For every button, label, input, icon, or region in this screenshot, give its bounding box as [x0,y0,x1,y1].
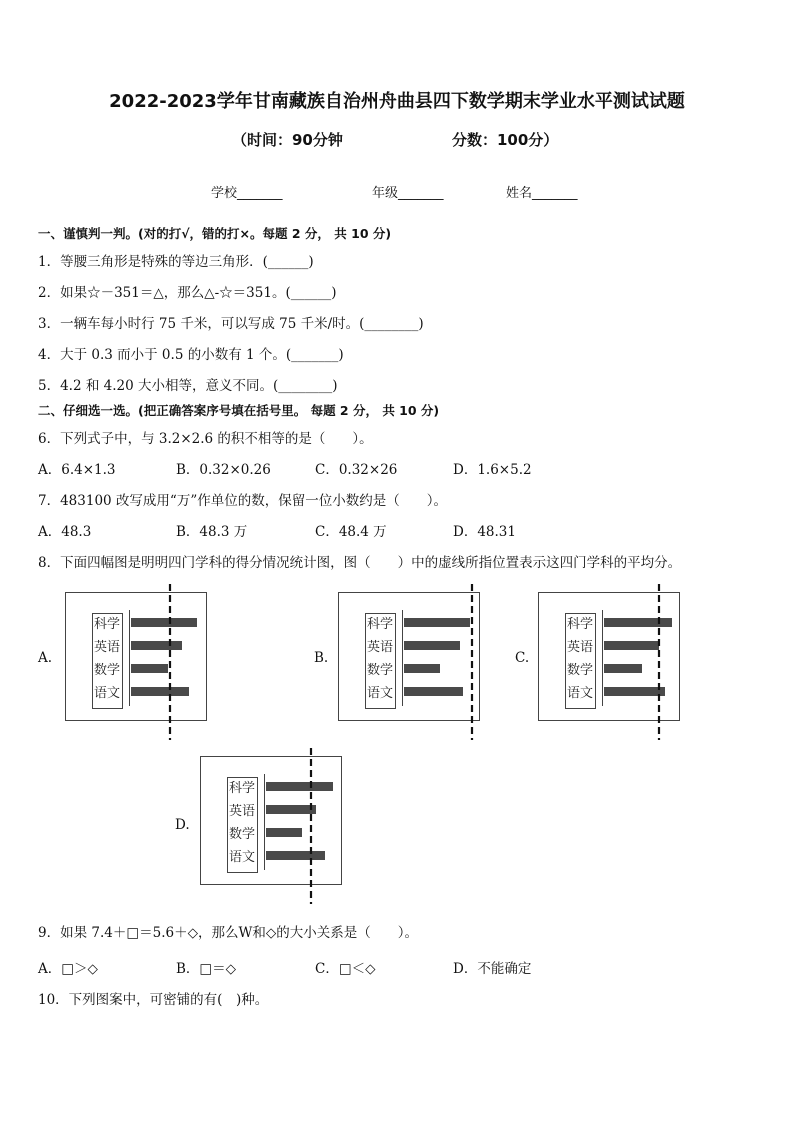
score-bar [131,641,182,650]
chart-a [65,584,225,742]
q7-option-c[interactable]: C．48.4 万 [315,524,387,540]
question-6: 6．下列式子中，与 3.2×2.6 的积不相等的是（ ）。 [38,431,373,447]
question-7: 7．483100 改写成用“万”作单位的数，保留一位小数约是（ ）。 [38,493,447,509]
grade-field[interactable]: 年级_______ [372,186,444,201]
q8-letter-b[interactable]: B. [314,650,329,666]
chart-c [538,584,698,742]
question-9: 9．如果 7.4＋□＝5.6＋◇，那么W和◇的大小关系是（ ）。 [38,925,418,941]
subject-label: 数学 [229,827,256,842]
score-bar [604,618,672,627]
subject-label: 英语 [367,640,394,655]
score-bar [404,687,463,696]
score-bar [404,664,440,673]
question-8: 8．下面四幅图是明明四门学科的得分情况统计图，图（ ）中的虚线所指位置表示这四门学科的平均分。 [38,555,682,571]
chart-svg [65,584,225,742]
score-bar [266,805,316,814]
chart-d [200,748,360,906]
q7-option-d[interactable]: D．48.31 [453,524,516,540]
chart-svg [200,748,360,906]
exam-score: 分数：100分） [452,131,559,149]
q6-option-b[interactable]: B．0.32×0.26 [176,462,271,478]
score-bar [404,641,460,650]
q6-option-c[interactable]: C．0.32×26 [315,462,398,478]
q6-option-d[interactable]: D．1.6×5.2 [453,462,532,478]
subject-label: 英语 [94,640,121,655]
score-bar [604,641,659,650]
q8-letter-d[interactable]: D. [175,817,190,833]
question-1: 1．等腰三角形是特殊的等边三角形．(______) [38,254,314,270]
score-bar [131,618,197,627]
score-bar [404,618,470,627]
chart-b [338,584,498,742]
subject-label: 数学 [567,663,594,678]
question-10: 10．下列图案中，可密铺的有( )种。 [38,992,269,1008]
subject-label: 科学 [229,781,256,796]
q9-option-c[interactable]: C．□＜◇ [315,961,376,977]
score-bar [131,664,168,673]
chart-frame [66,593,207,721]
page-title: 2022-2023学年甘南藏族自治州舟曲县四下数学期末学业水平测试试题 [109,91,685,112]
subject-label: 科学 [367,617,394,632]
q7-option-a[interactable]: A．48.3 [38,524,92,540]
q9-option-a[interactable]: A．□＞◇ [38,961,98,977]
score-bar [131,687,189,696]
score-bar [604,687,665,696]
chart-svg [338,584,498,742]
score-bar [266,782,333,791]
score-bar [604,664,642,673]
question-2: 2．如果☆－351＝△，那么△-☆＝351。(______) [38,285,337,301]
subject-label: 科学 [94,617,121,632]
subject-label: 语文 [229,850,256,865]
score-bar [266,851,325,860]
question-4: 4．大于 0.3 而小于 0.5 的小数有 1 个。(_______) [38,347,344,363]
school-field[interactable]: 学校_______ [211,186,283,201]
subject-label: 语文 [567,686,594,701]
name-field[interactable]: 姓名_______ [506,186,578,201]
q6-option-a[interactable]: A．6.4×1.3 [38,462,116,478]
subject-label: 数学 [94,663,121,678]
subject-label: 英语 [229,804,256,819]
q9-option-b[interactable]: B．□＝◇ [176,961,237,977]
q9-option-d[interactable]: D．不能确定 [453,961,532,977]
subject-label: 语文 [94,686,121,701]
subject-label: 语文 [367,686,394,701]
question-5: 5．4.2 和 4.20 大小相等，意义不同。(________) [38,378,338,394]
subject-label: 英语 [567,640,594,655]
subject-label: 科学 [567,617,594,632]
q8-letter-a[interactable]: A. [38,650,53,666]
chart-frame [339,593,480,721]
chart-svg [538,584,698,742]
q7-option-b[interactable]: B．48.3 万 [176,524,248,540]
question-3: 3．一辆车每小时行 75 千米，可以写成 75 千米/时。(________) [38,316,424,332]
score-bar [266,828,302,837]
section1-heading: 一、谨慎判一判。(对的打√，错的打×。每题 2 分， 共 10 分) [38,226,392,241]
section2-heading: 二、仔细选一选。(把正确答案序号填在括号里。 每题 2 分， 共 10 分) [38,403,440,418]
chart-frame [201,757,342,885]
subject-label: 数学 [367,663,394,678]
exam-time: （时间：90分钟 [232,131,343,149]
q8-letter-c[interactable]: C. [515,650,530,666]
